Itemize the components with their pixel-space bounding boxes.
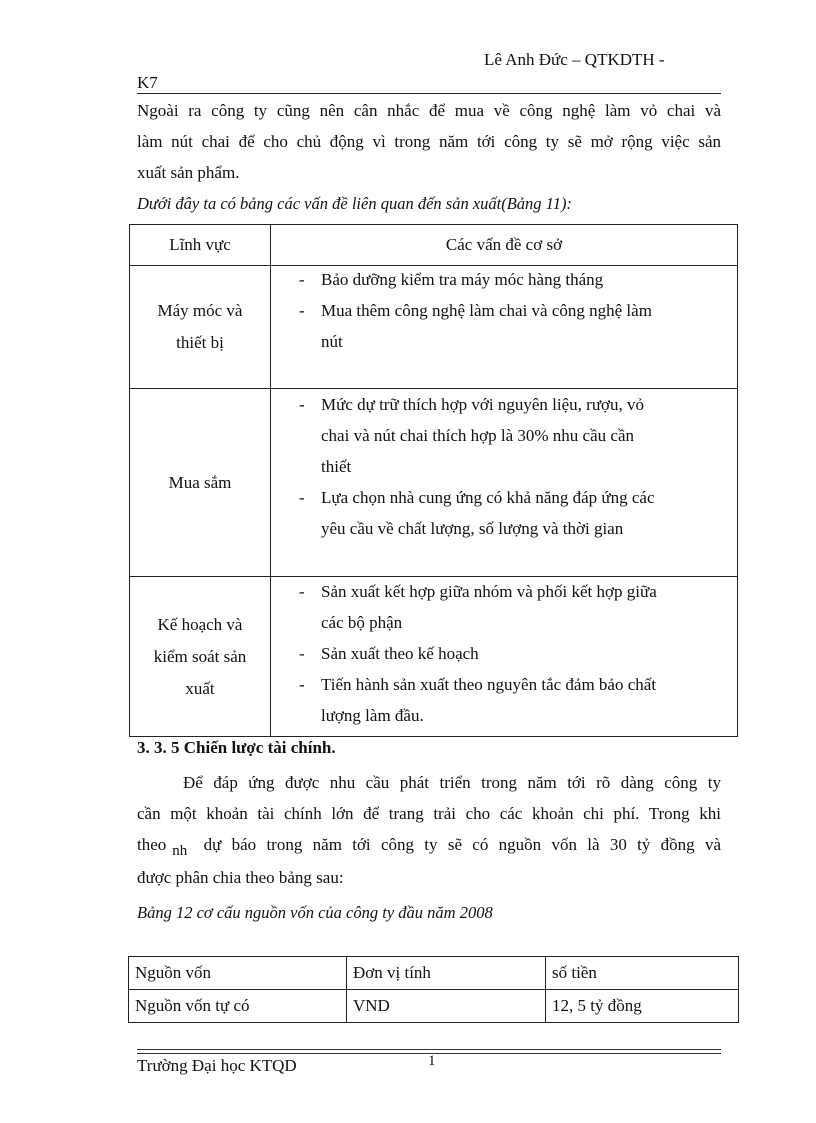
field-cell (130, 577, 271, 737)
table-row (130, 389, 738, 577)
list-item: - Sản xuất kết hợp giữa nhóm và phối kết hợp giữa các bộ phận (271, 576, 729, 638)
header-cell: số tiền (546, 957, 739, 990)
finance-line: Để đáp ứng được nhu cầu phát triển trong năm tới rõ dàng công ty (183, 773, 721, 792)
header-class-code: K7 (137, 73, 158, 92)
issues-cell (271, 577, 738, 737)
finance-line: theo nh dự báo trong năm tới công ty sẽ có nguồn vốn là 30 tỷ đồng và (137, 835, 721, 859)
intro-line: xuất sản phẩm. (137, 163, 240, 182)
table11-caption: Dưới đây ta có bảng các vấn đề liên quan đến sản xuất(Bảng 11): (137, 194, 572, 213)
table-header-row (130, 225, 738, 266)
section-title: 3. 3. 5 Chiến lược tài chính. (137, 738, 336, 757)
issues-cell (271, 389, 738, 577)
footer-school: Trường Đại học KTQD (137, 1056, 297, 1075)
header-cell-field: Lĩnh vực (130, 225, 271, 266)
header-cell: Đơn vị tính (347, 957, 546, 990)
table12-caption: Bảng 12 cơ cấu nguồn vốn của công ty đầu năm 2008 (137, 903, 493, 922)
field-line: thiết bị (176, 333, 224, 352)
page-number: 1 (428, 1053, 436, 1069)
table-cell: 12, 5 tỷ đồng (546, 990, 739, 1023)
header-author: Lê Anh Đức – QTKDTH - (484, 50, 665, 69)
field-line: xuất (185, 678, 215, 698)
finance-line: được phân chia theo bảng sau: (137, 868, 344, 887)
field-line: Mua sắm (168, 472, 232, 492)
list-item: - Mua thêm công nghệ làm chai và công nghệ làm nút (271, 295, 729, 357)
footer-rule (137, 1049, 721, 1050)
issues-cell (271, 266, 738, 389)
intro-line: Ngoài ra công ty cũng nên cân nhắc để mua về công nghệ làm vỏ chai và (137, 101, 721, 120)
header-rule (137, 93, 721, 94)
capital-structure-table (128, 956, 739, 1023)
table-cell: VND (347, 990, 546, 1023)
list-item: - Bảo dưỡng kiểm tra máy móc hàng tháng (271, 264, 729, 295)
list-item: - Lựa chọn nhà cung ứng có khả năng đáp ứng các yêu cầu về chất lượng, số lượng và thời gian (271, 482, 729, 544)
table-row (129, 990, 739, 1023)
table-row (130, 266, 738, 389)
list-item: - Sản xuất theo kế hoạch (271, 638, 729, 669)
field-cell (130, 266, 271, 389)
finance-paragraph (137, 767, 721, 893)
field-line: kiểm soát sản (153, 646, 247, 666)
table-header-row (129, 957, 739, 990)
field-line: Kế hoạch và (157, 614, 243, 634)
header-cell-issues: Các vấn đề cơ sở (271, 225, 738, 266)
intro-paragraph (137, 95, 721, 188)
field-line: Máy móc và (157, 301, 243, 320)
header-cell: Nguồn vốn (129, 957, 347, 990)
production-issues-table (129, 224, 738, 737)
intro-line: làm nút chai để cho chủ động vì trong năm tới công ty sẽ mở rộng việc sản (137, 132, 721, 151)
finance-line: cần một khoản tài chính lớn để trang trải cho các khoản chi phí. Trong khi (137, 804, 721, 823)
list-item: - Mức dự trữ thích hợp với nguyên liệu, rượu, vỏ chai và nút chai thích hợp là 30% nhu cầu cần thiết (271, 389, 729, 482)
list-item: - Tiến hành sản xuất theo nguyên tắc đảm bảo chất lượng làm đầu. (271, 669, 729, 731)
stray-mark: nh (172, 843, 188, 859)
field-cell (130, 389, 271, 577)
table-row (130, 577, 738, 737)
table-cell: Nguồn vốn tự có (129, 990, 347, 1023)
